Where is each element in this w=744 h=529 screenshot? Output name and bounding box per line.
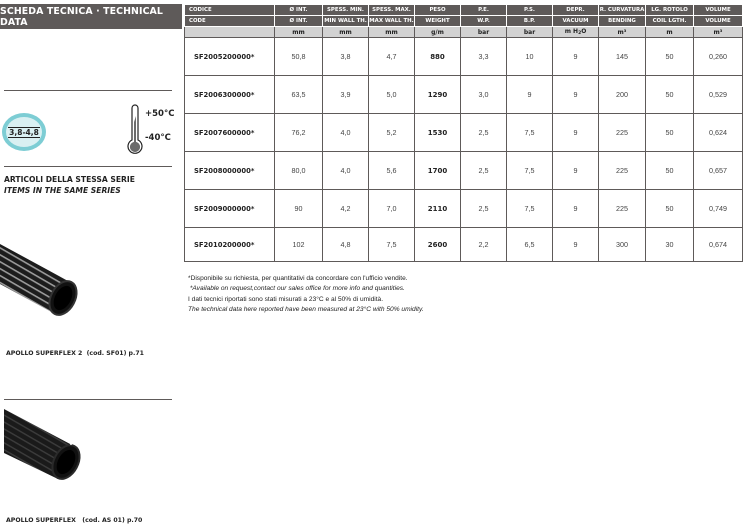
product-code-cell: SF2005200000*: [185, 38, 275, 76]
data-cell: 50: [646, 152, 694, 190]
data-cell: 2,5: [461, 190, 507, 228]
data-cell: 9: [553, 228, 599, 262]
product-label-superflex: APOLLO SUPERFLEX (cod. AS 01) p.70: [6, 517, 143, 524]
data-cell: 4,8: [323, 228, 369, 262]
table-row: [185, 190, 743, 228]
header-cell: CODE: [185, 16, 275, 27]
note-availability-en: *Available on request,contact our sales office for more info and quantities.: [188, 285, 405, 293]
unit-cell: bar: [507, 27, 553, 38]
header-cell: P.E.: [461, 5, 507, 16]
data-cell: 225: [599, 114, 646, 152]
data-cell: 4,0: [323, 114, 369, 152]
unit-cell: g/m: [415, 27, 461, 38]
header-cell: VOLUME: [694, 16, 743, 27]
header-cell: BENDING: [599, 16, 646, 27]
data-cell: 9: [553, 38, 599, 76]
header-cell: R. CURVATURA: [599, 5, 646, 16]
table-row: [185, 228, 743, 262]
data-cell: 50: [646, 114, 694, 152]
header-cell: COIL LGTH.: [646, 16, 694, 27]
hose-striped-icon: [0, 240, 92, 320]
data-cell: 7,5: [507, 114, 553, 152]
product-code-cell: SF2009000000*: [185, 190, 275, 228]
data-cell: 300: [599, 228, 646, 262]
data-cell: 7,0: [369, 190, 415, 228]
temp-min: -40°C: [145, 133, 171, 143]
data-cell: 9: [553, 76, 599, 114]
data-cell: 7,5: [507, 152, 553, 190]
hose-black-icon: [0, 405, 92, 485]
table-row: [185, 114, 743, 152]
data-cell: 9: [507, 76, 553, 114]
product-code-cell: SF2010200000*: [185, 228, 275, 262]
header-row-italian: [185, 5, 743, 16]
table-row: [185, 38, 743, 76]
page-title: SCHEDA TECNICA · TECHNICAL DATA: [0, 4, 182, 29]
data-cell: 200: [599, 76, 646, 114]
thermometer-icon: [127, 104, 143, 156]
data-cell: 880: [415, 38, 461, 76]
data-cell: 102: [275, 228, 323, 262]
data-cell: 3,3: [461, 38, 507, 76]
data-cell: 90: [275, 190, 323, 228]
diameter-badge-text: 3,8-4,8: [9, 127, 39, 137]
note-conditions-it: I dati tecnici riportati sono stati misurati a 23°C e al 50% di umidità.: [188, 295, 384, 303]
data-cell: 9: [553, 190, 599, 228]
header-cell: B.P.: [507, 16, 553, 27]
data-cell: 2600: [415, 228, 461, 262]
unit-cell: m: [646, 27, 694, 38]
header-cell: VOLUME: [694, 5, 743, 16]
data-cell: 3,9: [323, 76, 369, 114]
data-cell: 145: [599, 38, 646, 76]
data-cell: 30: [646, 228, 694, 262]
data-cell: 5,6: [369, 152, 415, 190]
data-cell: 5,2: [369, 114, 415, 152]
footnotes: [188, 274, 424, 315]
units-row: [185, 27, 743, 38]
data-cell: 9: [553, 152, 599, 190]
data-cell: 4,2: [323, 190, 369, 228]
data-cell: 0,674: [694, 228, 743, 262]
data-cell: 4,0: [323, 152, 369, 190]
header-cell: LG. ROTOLO: [646, 5, 694, 16]
header-cell: Ø INT.: [275, 5, 323, 16]
temp-max: +50°C: [145, 109, 175, 119]
data-cell: 7,5: [507, 190, 553, 228]
unit-cell: mm: [369, 27, 415, 38]
data-cell: 0,657: [694, 152, 743, 190]
header-cell: W.P.: [461, 16, 507, 27]
data-cell: 0,260: [694, 38, 743, 76]
data-cell: 2,5: [461, 152, 507, 190]
data-cell: 63,5: [275, 76, 323, 114]
data-cell: 1700: [415, 152, 461, 190]
data-cell: 76,2: [275, 114, 323, 152]
data-cell: 10: [507, 38, 553, 76]
unit-cell: [185, 27, 275, 38]
note-availability-it: *Disponibile su richiesta, per quantitativi da concordare con l'ufficio vendite.: [188, 275, 408, 282]
note-conditions-en: The technical data here reported have been measured at 23°C with 50% umidity.: [188, 305, 424, 313]
data-cell: 5,0: [369, 76, 415, 114]
product-code-cell: SF2008000000*: [185, 152, 275, 190]
header-cell: VACUUM: [553, 16, 599, 27]
product-code-cell: SF2007600000*: [185, 114, 275, 152]
header-cell: MIN WALL TH.: [323, 16, 369, 27]
data-cell: 9: [553, 114, 599, 152]
divider-bottom: [4, 399, 172, 400]
data-cell: 50: [646, 190, 694, 228]
unit-text: m H: [564, 28, 579, 35]
data-cell: 4,7: [369, 38, 415, 76]
header-cell: SPESS. MAX.: [369, 5, 415, 16]
data-cell: 80,0: [275, 152, 323, 190]
unit-cell: m³: [599, 27, 646, 38]
header-cell: SPESS. MIN.: [323, 5, 369, 16]
header-row-english: [185, 16, 743, 27]
data-cell: 0,749: [694, 190, 743, 228]
unit-cell: mm: [275, 27, 323, 38]
data-cell: 7,5: [369, 228, 415, 262]
unit-subscript: 2: [578, 31, 582, 36]
data-cell: 2,5: [461, 114, 507, 152]
header-cell: P.S.: [507, 5, 553, 16]
data-cell: 0,624: [694, 114, 743, 152]
data-cell: 3,0: [461, 76, 507, 114]
data-cell: 225: [599, 152, 646, 190]
data-cell: 50: [646, 38, 694, 76]
header-cell: PESO: [415, 5, 461, 16]
data-cell: 50: [646, 76, 694, 114]
unit-cell: mm: [323, 27, 369, 38]
data-cell: 3,8: [323, 38, 369, 76]
data-cell: 1290: [415, 76, 461, 114]
divider-middle: [4, 166, 172, 167]
series-subtitle: ITEMS IN THE SAME SERIES: [4, 186, 121, 195]
unit-cell: bar: [461, 27, 507, 38]
data-cell: 6,5: [507, 228, 553, 262]
data-cell: 225: [599, 190, 646, 228]
data-cell: 2,2: [461, 228, 507, 262]
diameter-badge: [2, 113, 46, 151]
data-cell: 1530: [415, 114, 461, 152]
divider-top: [4, 90, 172, 91]
table-row: [185, 152, 743, 190]
product-label-superflex-2: APOLLO SUPERFLEX 2 (cod. SF01) p.71: [6, 350, 144, 357]
unit-cell: m³: [694, 27, 743, 38]
unit-text-tail: O: [581, 28, 587, 35]
data-cell: 50,8: [275, 38, 323, 76]
series-title: ARTICOLI DELLA STESSA SERIE: [4, 175, 135, 184]
data-cell: 0,529: [694, 76, 743, 114]
header-cell: DEPR.: [553, 5, 599, 16]
header-cell: MAX WALL TH.: [369, 16, 415, 27]
table-row: [185, 76, 743, 114]
technical-data-table: [184, 4, 743, 262]
header-cell: CODICE: [185, 5, 275, 16]
product-code-cell: SF2006300000*: [185, 76, 275, 114]
header-cell: WEIGHT: [415, 16, 461, 27]
unit-cell-vacuum: [553, 27, 599, 38]
header-cell: Ø INT.: [275, 16, 323, 27]
data-cell: 2110: [415, 190, 461, 228]
